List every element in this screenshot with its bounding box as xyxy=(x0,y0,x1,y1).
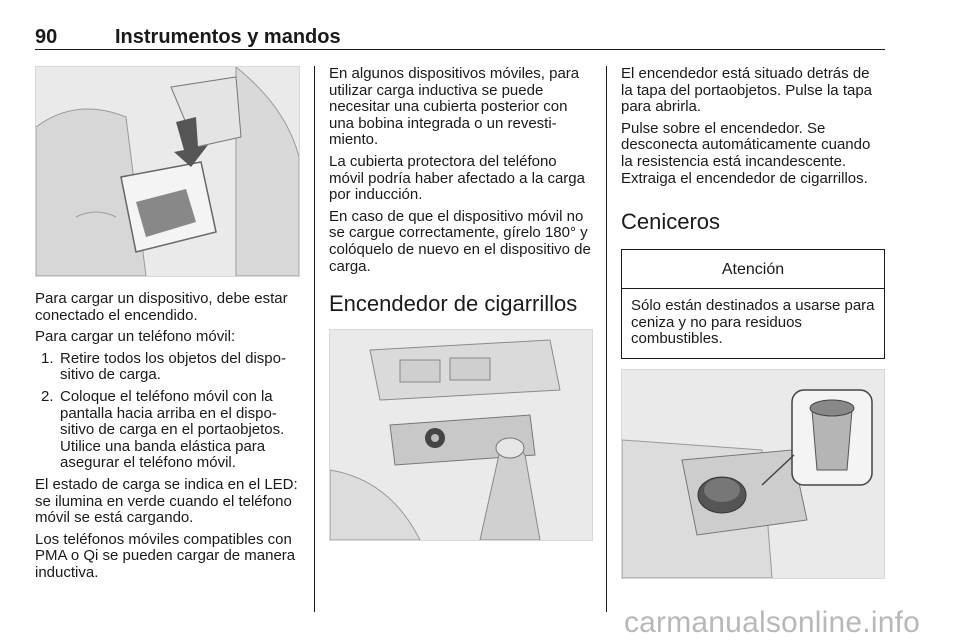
column-1 xyxy=(35,66,300,587)
warning-title: Atención xyxy=(622,250,884,289)
page-header xyxy=(35,0,885,50)
ashtray-illustration xyxy=(621,369,885,579)
paragraph: En algunos dispositivos móviles, para utilizar carga inductiva se puede necesitar una cubierta posterior con una bobina integrada o un revestimiento. xyxy=(329,65,580,149)
column-2 xyxy=(329,66,593,541)
paragraph: Los teléfonos móviles compatibles con PMA o Qi se pueden cargar de manera inductiva. xyxy=(35,530,296,581)
charging-tray-illustration xyxy=(35,66,300,277)
page-title: Instrumentos y mandos xyxy=(115,26,341,48)
paragraph: El encendedor está situado detrás de la tapa del portaobjetos. Pulse la tapa para abrirla. xyxy=(621,65,873,116)
warning-text: Sólo están destinados a usarse para ceniza y no para residuos combustibles. xyxy=(631,297,875,348)
column-3 xyxy=(621,66,885,579)
column-divider-2 xyxy=(606,66,607,612)
warning-box xyxy=(621,249,885,359)
section-heading: Ceniceros xyxy=(621,209,721,235)
list-item: 2. Coloque el teléfono móvil con la pantalla hacia arriba en el dispositivo de carga en el portaobjetos. Utilice una banda elástica para asegurar el teléfono móvil. xyxy=(41,387,285,472)
paragraph: Para cargar un teléfono móvil: xyxy=(35,328,236,346)
paragraph: La cubierta protectora del teléfono móvil podría haber afectado a la carga por inducción. xyxy=(329,152,585,204)
column-divider-1 xyxy=(314,66,315,612)
steps-list xyxy=(35,351,300,472)
list-item: 1. Retire todos los objetos del dispositivo de carga. xyxy=(41,349,286,384)
watermark: carmanualsonline.info xyxy=(623,606,920,639)
paragraph: El estado de carga se indica en el LED: se ilumina en verde cuando el teléfono móvil se está cargando. xyxy=(35,475,298,527)
paragraph: Para cargar un dispositivo, debe estar conectado el encendido. xyxy=(35,290,288,324)
cigarette-lighter-illustration xyxy=(329,329,593,541)
section-heading: Encendedor de cigarrillos xyxy=(329,291,578,317)
paragraph: En caso de que el dispositivo móvil no se cargue correctamente, gírelo 180° y colóquelo de nuevo en el dispositivo de carga. xyxy=(329,207,591,275)
paragraph: Pulse sobre el encendedor. Se desconecta automáticamente cuando la resistencia está incandescente. Extraiga el encendedor de cigarrillos. xyxy=(621,119,871,187)
page-number: 90 xyxy=(35,26,58,48)
